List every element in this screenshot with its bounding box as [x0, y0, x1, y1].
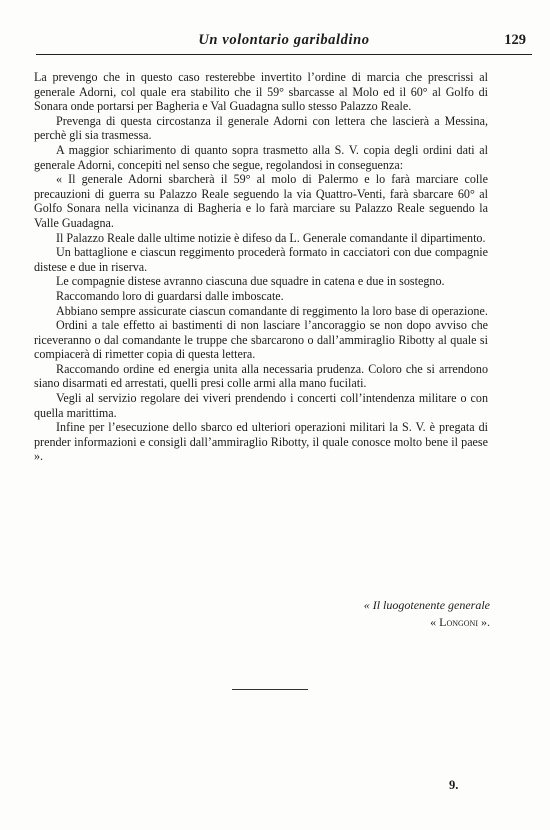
- running-header: [36, 30, 532, 55]
- paragraph: A maggior schiarimento di quanto sopra trasmetto alla S. V. copia degli ordini dati al generale Adorni, concepiti nel senso che segue, regolandosi in conseguenza:: [34, 142, 488, 172]
- paragraph: Infine per l’esecuzione dello sbarco ed ulteriori operazioni militari la S. V. è pregata di prender informazioni e consigli dall’ammiraglio Ribotty, il quale conosce molto bene il paese ».: [34, 420, 488, 464]
- signature-mark: 9.: [449, 778, 459, 792]
- paragraph: La prevengo che in questo caso resterebbe invertito l’ordine di marcia che prescrissi al generale Adorni, col quale era stabilito che il 59° sbarcasse al Molo ed il 60° al Golfo di Sonara onde portarsi per Bagheria e Val Guadagna sullo stesso Palazzo Reale.: [34, 70, 488, 114]
- paragraph: Un battaglione e ciascun reggimento procederà formato in cacciatori con due compagnie distese e due in riserva.: [34, 245, 488, 274]
- paragraph: Abbiano sempre assicurate ciascun comandante di reggimento la loro base di operazione.: [56, 303, 488, 318]
- paragraph: Prevenga di questa circostanza il generale Adorni con lettera che lascierà a Messina, perchè gli sia trasmessa.: [34, 113, 488, 143]
- signature-name: « Longoni ».: [430, 615, 490, 629]
- paragraph: Raccomando loro di guardarsi dalle imboscate.: [56, 288, 284, 303]
- page-number: 129: [504, 32, 526, 48]
- signature-block: [290, 597, 490, 631]
- body-text: [34, 70, 488, 464]
- paragraph: Il Palazzo Reale dalle ultime notizie è difeso da L. Generale comandante il dipartimento.: [56, 230, 486, 245]
- paragraph: « Il generale Adorni sbarcherà il 59° al molo di Palermo e lo farà marciare colle precauzioni di guerra su Palazzo Reale seguendo la via Quattro-Venti, farà sbarcare 60° al Golfo Sonara nella vicinanza di Bagheria e lo farà marciare su Palazzo Reale seguendo la Valle Guadagna.: [34, 172, 488, 230]
- running-title: Un volontario garibaldino: [198, 32, 370, 48]
- signature-title: « Il luogotenente generale: [363, 598, 490, 612]
- paragraph: Vegli al servizio regolare dei viveri prendendo i concerti coll’intendenza militare o con quella marittima.: [34, 391, 488, 420]
- paragraph: Raccomando ordine ed energia unita alla necessaria prudenza. Coloro che si arrendono siano disarmati ed arrestati, quelli presi colle armi alla mano fucilati.: [34, 361, 488, 391]
- paragraph: Ordini a tale effetto ai bastimenti di non lasciare l’ancoraggio se non dopo avviso che riceveranno o dal comandante le truppe che sbarcarono o dall’ammiraglio Ribotty al quale si compiacerà di rimetter copia di questa lettera.: [34, 318, 488, 362]
- paragraph: Le compagnie distese avranno ciascuna due squadre in catena e due in sostegno.: [56, 274, 445, 289]
- divider-rule: [232, 689, 308, 690]
